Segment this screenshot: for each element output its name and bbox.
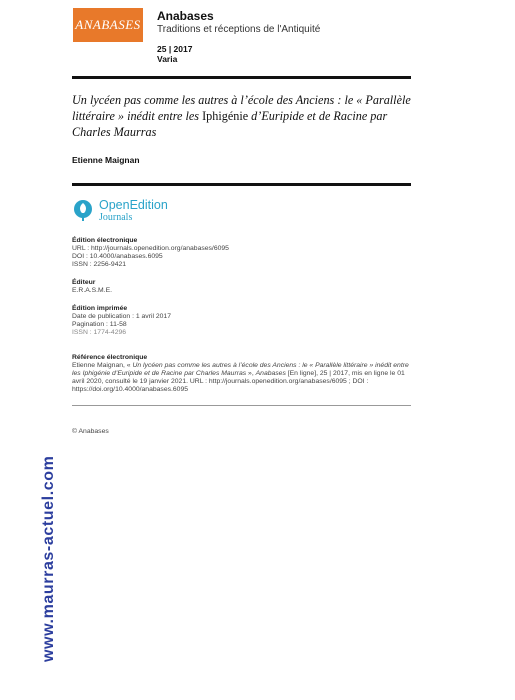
reference-mid: », xyxy=(246,370,256,377)
openedition-icon xyxy=(73,199,93,223)
electronic-edition-heading: Édition électronique xyxy=(72,237,138,244)
electronic-edition-issn: ISSN : 2256-9421 xyxy=(72,261,127,268)
print-edition-date: Date de publication : 1 avril 2017 xyxy=(72,313,171,320)
reference-divider xyxy=(72,405,411,406)
openedition-sub: Journals xyxy=(99,212,133,223)
print-edition-heading: Édition imprimée xyxy=(72,305,128,312)
title-divider xyxy=(72,183,411,186)
reference-block xyxy=(72,354,417,394)
copyright-notice: © Anabases xyxy=(72,428,109,435)
article-title xyxy=(72,92,417,140)
print-edition-issn: ISSN : 1774-4296 xyxy=(72,329,127,336)
print-edition-block xyxy=(72,305,171,337)
electronic-edition-url[interactable]: URL : http://journals.openedition.org/anabases/6095 xyxy=(72,245,229,252)
reference-journal: Anabases xyxy=(255,370,286,377)
publisher-heading: Éditeur xyxy=(72,279,96,286)
publisher-block xyxy=(72,279,112,295)
reference-author-lead: Etienne Maignan, « xyxy=(72,362,133,369)
journal-name[interactable]: Anabases xyxy=(157,9,214,23)
watermark-text: www.maurras-actuel.com xyxy=(40,455,57,662)
openedition-name: OpenEdition xyxy=(99,198,168,212)
article-title-upright: Iphigénie xyxy=(202,109,249,123)
reference-title: Un lycéen pas comme les autres à l’école des Anciens : le « Parallèle littéraire » inédit entre les Iphigénie d’Euripide et de Racine par Charles Maurras xyxy=(72,362,409,377)
article-title-part1: Un lycéen pas comme les autres à l’école des Anciens : le « Parallèle littéraire » inédit entre les xyxy=(72,93,411,123)
journal-subtitle: Traditions et réceptions de l'Antiquité xyxy=(157,24,321,35)
reference-rest[interactable]: [En ligne], 25 | 2017, mis en ligne le 01 avril 2020, consulté le 19 janvier 2021. URL : http://journals.openedition.org/anabases/6095 ; DOI : https://doi.org/10.4000/anabases.6095 xyxy=(72,370,405,393)
electronic-edition-doi[interactable]: DOI : 10.4000/anabases.6095 xyxy=(72,253,163,260)
header-divider xyxy=(72,76,411,79)
journal-logo-text: ANABASES xyxy=(75,17,141,32)
reference-text xyxy=(72,362,417,394)
issue-number: 25 | 2017 xyxy=(157,44,193,54)
article-author: Etienne Maignan xyxy=(72,155,140,165)
publisher-name: E.R.A.S.M.E. xyxy=(72,287,113,294)
section-label: Varia xyxy=(157,54,178,64)
openedition-logo[interactable] xyxy=(73,199,168,223)
reference-heading: Référence électronique xyxy=(72,354,148,361)
print-edition-pagination: Pagination : 11-58 xyxy=(72,321,127,328)
article-title-part2: d’Euripide et de Racine par Charles Maurras xyxy=(72,109,388,139)
electronic-edition-block xyxy=(72,237,229,269)
journal-logo xyxy=(73,8,143,42)
